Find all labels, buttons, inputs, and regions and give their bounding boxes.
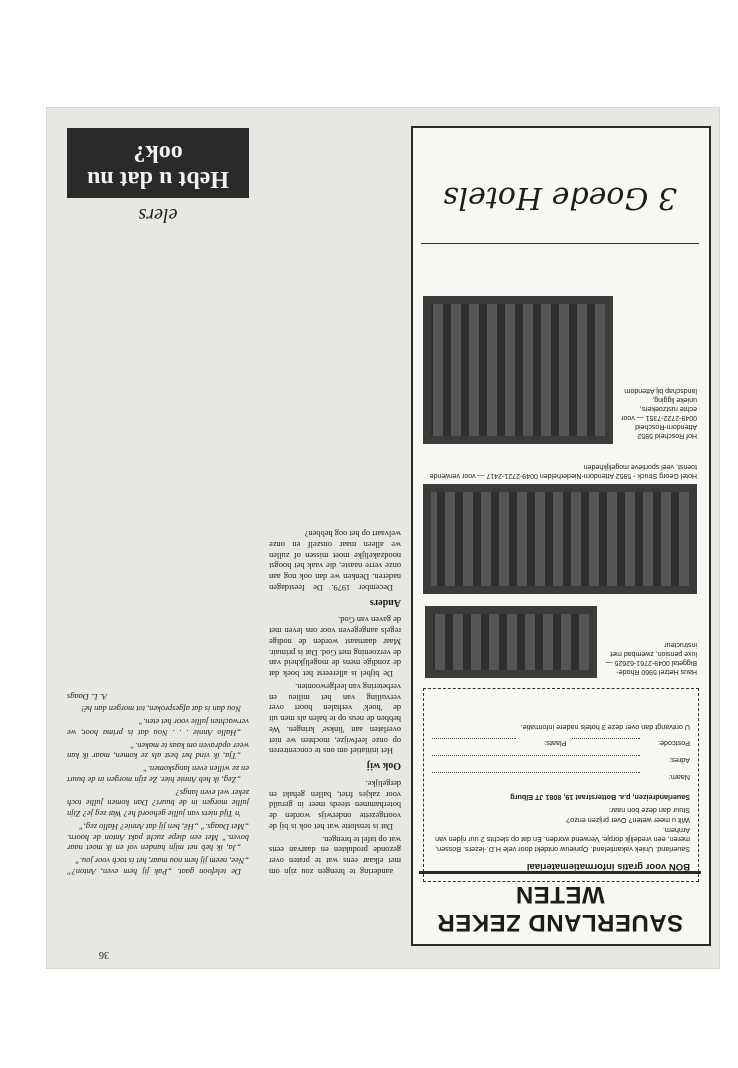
paragraph: aandering te brengen zou zijn om met elkaar eens wat te praten over gezonde produkten en daarvan eens wat op tafel te brengen. xyxy=(269,834,401,876)
hotel-georg-struck xyxy=(423,458,697,594)
hotel-text: Hof Roscheid 5952 Attendorn-Roscheid 0049-2722-7351 — voor echte rustzoekers, unieke ligging, landschap bij Attendorn xyxy=(621,386,697,439)
ad-title: SAUERLAND ZEKER WETEN xyxy=(419,871,701,936)
paragraph: „Zeg, ik heb Annie hier. Ze zijn morgen in de buurt en ze willen even langskomen.” xyxy=(67,764,249,784)
coupon-instruction: Stuur dan deze bon naar: xyxy=(608,806,690,816)
hotel-haus-hetzel xyxy=(423,604,697,682)
section-heading: Ook wij xyxy=(366,760,401,772)
info-coupon xyxy=(423,688,699,882)
paragraph: De bijbel is allereerst het boek dat de zondige mens de mogelijkheid van de verzoening met God. Dat is primair. Maar daarnaast worden de nodige regels aangegeven voor ons leven met de gaven van God. xyxy=(269,615,401,679)
coupon-address: Sauerlandreizen, p.a. Botterstraat 19, 8081 JT Elburg xyxy=(510,792,690,802)
paragraph: „Tja, ik vind het best als ze komen, maar ik kan weer opdraven om kaas te maken.” xyxy=(67,740,249,761)
article-column-middle xyxy=(269,525,401,876)
paragraph: Het initiatief om ons te concentreren op onze leefwijze, mochten we niet overlaten aan 'linkse' kringen. We hebben de neus op te halen als men uit de 'hoek' verhalen hoort over vervuiling van het milieu en verbetering van leefgewoonten. xyxy=(269,681,401,756)
paragraph: „Hallo Annie . . . Nou dat is prima hoor, we verwachten jullie voor het eten.” xyxy=(67,717,249,737)
address-field: Adres: xyxy=(432,755,690,772)
advertisement xyxy=(411,126,711,946)
postcode-field: Postcode: Plaats: xyxy=(432,738,690,755)
hotel-text: Haus Hetzel 5960 Rhode-Biggetal 0049-2761-62625 — luxe pension, zwembad met instructeur xyxy=(605,640,697,675)
paragraph: De telefoon gaat. „Pak jij hem even, Anton?” „Nee, neem jij hem nou maar, het is toch voor jou.” xyxy=(67,856,249,876)
column-heading: elers xyxy=(138,204,178,226)
paragraph: „Ja, ik heb net mijn handen vol en ik moet naar boven.” Met een diepe zucht pakt Anton de hoorn. „Met Daags.” „Hé, ben jij dat Annie? Hallo zeg,” xyxy=(67,822,249,853)
coupon-footer: U ontvangt dan over deze 3 hotels nadere informatie. xyxy=(520,722,690,732)
hotel-photo xyxy=(423,296,613,444)
paragraph: December 1979. De feestdagen naderen. Denken we dan ook nog aan onze verre naaste, die vaak het hoogst noodzakelijke moet missen of zullen we alleen maar onszelf en onze welvaart op het oog hebben? xyxy=(269,529,401,592)
hotel-text: Hotel Georg Struck - 5952 Attendorn-Niederhelden 0049-2721-2417 — voor verwende toerist, veel sportieve mogelijkheden xyxy=(429,462,697,479)
hotels-logo xyxy=(421,143,699,244)
scanned-page xyxy=(47,108,719,968)
page-number: 36 xyxy=(99,949,109,960)
coupon-question: Wilt u meer weten? Over prijzen enzo? xyxy=(566,816,690,826)
hotel-roscheid xyxy=(423,294,697,444)
hotel-photo xyxy=(425,606,597,678)
paragraph: 'n Tijd niets van jullie gehoord he? Wat zeg je? Zijn jullie morgen in de buurt? Dan komen jullie toch zeker wel even langs? xyxy=(67,787,249,819)
coupon-text: Sauerland. Uniek vakantieland. Opnieuw ontdekt door vele H.D.-lezers. Bossen, meren, een vredelijk dorpje. Verwend worden. En dat op slechts 2 uur rijden van Arnhem. xyxy=(435,825,690,855)
author-signature: A. L. Daags xyxy=(67,691,108,701)
paragraph: Dat is tenslotte wat het ook is bij de voortgezette onderwijs worden de boterhammen steeds meer in geruild voor zakjes friet, ballen gehakt en dergelijke. xyxy=(269,779,401,831)
article-column-right xyxy=(67,690,249,876)
hotel-photo xyxy=(423,484,697,594)
paragraph: Nou dan is dat afgesproken, tot morgen dan hé! xyxy=(81,704,241,714)
logo-text: 3 Goede Hotels xyxy=(443,180,677,215)
section-heading: Anders xyxy=(369,596,401,608)
rotated-page-content xyxy=(47,108,719,968)
coupon-heading: BON voor gratis informatiemateriaal xyxy=(526,861,690,872)
section-banner: Hebt u dat nu ook? xyxy=(67,128,249,198)
name-field: Naam: xyxy=(432,772,690,789)
